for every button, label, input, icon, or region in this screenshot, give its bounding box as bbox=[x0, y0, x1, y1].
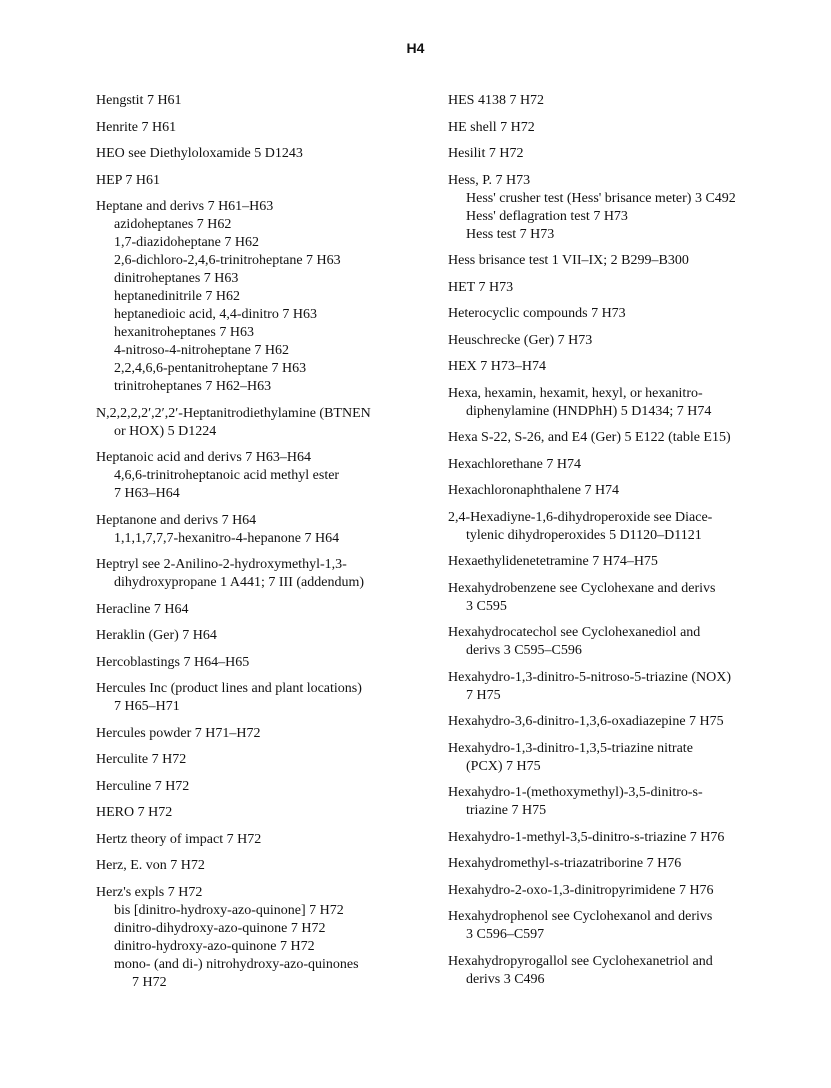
index-entry bbox=[448, 509, 818, 545]
index-entry bbox=[448, 429, 818, 447]
index-entry-line: 4-nitroso-4-nitroheptane 7 H62 bbox=[114, 343, 289, 358]
index-entry-line: derivs 3 C595–C596 bbox=[466, 643, 582, 658]
index-entry-heading: Hexahydropyrogallol see Cyclohexanetriol and bbox=[448, 953, 713, 969]
index-entry bbox=[96, 831, 426, 849]
index-entry bbox=[96, 778, 426, 796]
index-entry bbox=[96, 601, 426, 619]
index-entry-heading: Hexahydro-1,3-dinitro-5-nitroso-5-triazine (NOX) bbox=[448, 669, 732, 685]
index-entry-heading: Hexahydro-3,6-dinitro-1,3,6-oxadiazepine 7 H75 bbox=[448, 714, 724, 729]
index-entry bbox=[448, 855, 818, 873]
index-entry-heading: Herculite 7 H72 bbox=[96, 752, 187, 767]
index-entry bbox=[96, 449, 426, 503]
index-entry-line: Hess' crusher test (Hess' brisance meter) 3 C492 bbox=[466, 190, 736, 206]
index-entry bbox=[448, 145, 818, 163]
index-entry-heading: HEP 7 H61 bbox=[96, 172, 161, 188]
index-entry bbox=[448, 119, 818, 137]
index-entry-line: 7 H72 bbox=[132, 974, 167, 990]
index-entry bbox=[448, 624, 818, 660]
index-entry bbox=[96, 556, 426, 592]
index-entry-heading: HERO 7 H72 bbox=[96, 805, 173, 820]
index-entry bbox=[96, 145, 426, 163]
index-entry bbox=[448, 713, 818, 731]
index-entry bbox=[96, 92, 426, 110]
index-entry bbox=[96, 680, 426, 716]
index-entry bbox=[448, 358, 818, 376]
index-entry-heading: Heterocyclic compounds 7 H73 bbox=[448, 306, 626, 321]
index-entry-line: 7 H63–H64 bbox=[114, 486, 180, 501]
index-entry-heading: N,2,2,2,2′,2′,2′-Heptanitrodiethylamine (BTNEN bbox=[96, 405, 371, 421]
index-entry bbox=[448, 580, 818, 616]
index-entry-heading: Herz's expls 7 H72 bbox=[96, 884, 203, 900]
index-entry-heading: Hexahydro-1-(methoxymethyl)-3,5-dinitro-s- bbox=[448, 785, 703, 800]
index-entry-heading: Hess brisance test 1 VII–IX; 2 B299–B300 bbox=[448, 253, 689, 268]
index-entry-heading: Heracline 7 H64 bbox=[96, 601, 189, 617]
index-entry-line: (PCX) 7 H75 bbox=[466, 758, 541, 774]
index-entry bbox=[448, 456, 818, 474]
index-entry-heading: Heraklin (Ger) 7 H64 bbox=[96, 628, 217, 643]
index-entry bbox=[448, 829, 818, 847]
page-header: H4 bbox=[406, 40, 425, 56]
index-entry bbox=[448, 953, 818, 989]
index-entry-heading: Hertz theory of impact 7 H72 bbox=[96, 831, 262, 847]
index-entry bbox=[96, 804, 426, 822]
index-entry bbox=[448, 385, 818, 421]
index-entry-line: bis [dinitro-hydroxy-azo-quinone] 7 H72 bbox=[114, 902, 344, 918]
index-entry-line: 2,2,4,6,6-pentanitroheptane 7 H63 bbox=[114, 361, 307, 376]
index-entry bbox=[448, 305, 818, 323]
index-entry bbox=[96, 405, 426, 441]
index-entry bbox=[448, 784, 818, 820]
index-entry-heading: Hercules powder 7 H71–H72 bbox=[96, 725, 261, 741]
index-entry-heading: Heptryl see 2-Anilino-2-hydroxymethyl-1,3- bbox=[96, 557, 347, 572]
index-entry bbox=[96, 725, 426, 743]
index-entry-line: hexanitroheptanes 7 H63 bbox=[114, 325, 254, 340]
index-entry-line: dinitro-hydroxy-azo-quinone 7 H72 bbox=[114, 938, 315, 954]
index-entry-line: 3 C595 bbox=[466, 598, 507, 614]
index-entry bbox=[96, 627, 426, 645]
index-entry-heading: Hexahydrobenzene see Cyclohexane and derivs bbox=[448, 580, 716, 596]
index-entry bbox=[96, 884, 426, 992]
index-entry bbox=[96, 198, 426, 396]
index-entry-heading: Heptane and derivs 7 H61–H63 bbox=[96, 199, 274, 214]
index-entry-line: Hess' deflagration test 7 H73 bbox=[466, 208, 628, 224]
index-entry-heading: Hexachlorethane 7 H74 bbox=[448, 456, 581, 472]
index-entry-heading: 2,4-Hexadiyne-1,6-dihydroperoxide see Diace- bbox=[448, 509, 713, 525]
index-entry-line: heptanedioic acid, 4,4-dinitro 7 H63 bbox=[114, 307, 317, 322]
index-entry-heading: Heuschrecke (Ger) 7 H73 bbox=[448, 332, 593, 348]
index-entry bbox=[448, 92, 818, 110]
index-entry-line: 7 H75 bbox=[466, 687, 501, 703]
index-entry-line: tylenic dihydroperoxides 5 D1120–D1121 bbox=[466, 527, 702, 543]
index-entry-heading: HEO see Diethyloloxamide 5 D1243 bbox=[96, 146, 303, 161]
index-entry-heading: Hexaethylidenetetramine 7 H74–H75 bbox=[448, 554, 658, 569]
index-entry-line: mono- (and di-) nitrohydroxy-azo-quinones bbox=[114, 956, 359, 972]
index-column-left bbox=[96, 92, 426, 1000]
index-entry-line: 1,1,1,7,7,7-hexanitro-4-hepanone 7 H64 bbox=[114, 530, 340, 546]
index-entry bbox=[448, 252, 818, 270]
index-entry-line: heptanedinitrile 7 H62 bbox=[114, 289, 240, 304]
index-entry-heading: Hengstit 7 H61 bbox=[96, 93, 182, 108]
index-entry-heading: Hexahydrophenol see Cyclohexanol and derivs bbox=[448, 909, 713, 924]
index-entry-heading: Hess, P. 7 H73 bbox=[448, 172, 531, 188]
index-column-right bbox=[448, 92, 818, 997]
index-entry-heading: HEX 7 H73–H74 bbox=[448, 359, 546, 374]
index-entry-heading: Herculine 7 H72 bbox=[96, 778, 190, 794]
index-entry bbox=[96, 512, 426, 548]
index-entry-line: triazine 7 H75 bbox=[466, 803, 547, 818]
index-entry bbox=[96, 857, 426, 875]
index-entry-heading: Heptanoic acid and derivs 7 H63–H64 bbox=[96, 450, 311, 465]
index-entry-heading: Heptanone and derivs 7 H64 bbox=[96, 512, 257, 528]
index-entry-heading: Hexahydrocatechol see Cyclohexanediol and bbox=[448, 625, 701, 640]
index-entry-heading: Herz, E. von 7 H72 bbox=[96, 858, 205, 873]
index-entry-heading: Hexahydro-2-oxo-1,3-dinitropyrimidene 7 H76 bbox=[448, 882, 714, 898]
index-entry-heading: HET 7 H73 bbox=[448, 279, 514, 295]
index-entry-heading: Hexahydro-1-methyl-3,5-dinitro-s-triazine 7 H76 bbox=[448, 829, 725, 845]
index-entry bbox=[96, 119, 426, 137]
index-entry-heading: HE shell 7 H72 bbox=[448, 119, 535, 135]
index-entry-line: 3 C596–C597 bbox=[466, 927, 545, 942]
index-entry bbox=[448, 669, 818, 705]
index-entry bbox=[448, 882, 818, 900]
index-entry-heading: Hercoblastings 7 H64–H65 bbox=[96, 654, 250, 670]
index-entry bbox=[448, 553, 818, 571]
index-entry-line: or HOX) 5 D1224 bbox=[114, 423, 217, 439]
index-entry-line: trinitroheptanes 7 H62–H63 bbox=[114, 379, 272, 394]
index-entry bbox=[96, 172, 426, 190]
index-entry-line: dinitroheptanes 7 H63 bbox=[114, 271, 239, 286]
index-entry-line: dinitro-dihydroxy-azo-quinone 7 H72 bbox=[114, 920, 326, 936]
index-entry-line: dihydroxypropane 1 A441; 7 III (addendum) bbox=[114, 575, 364, 590]
index-entry-heading: HES 4138 7 H72 bbox=[448, 93, 545, 108]
index-entry bbox=[448, 172, 818, 244]
index-entry-heading: Hercules Inc (product lines and plant locations) bbox=[96, 681, 362, 696]
index-entry-line: 7 H65–H71 bbox=[114, 699, 180, 714]
index-entry-line: Hess test 7 H73 bbox=[466, 226, 555, 242]
index-entry bbox=[448, 908, 818, 944]
index-entry-line: 2,6-dichloro-2,4,6-trinitroheptane 7 H63 bbox=[114, 253, 341, 268]
index-entry-line: 1,7-diazidoheptane 7 H62 bbox=[114, 235, 260, 250]
index-entry-heading: Hexahydromethyl-s-triazatriborine 7 H76 bbox=[448, 856, 682, 871]
index-entry-heading: Hexachloronaphthalene 7 H74 bbox=[448, 483, 620, 498]
index-entry-heading: Hexahydro-1,3-dinitro-1,3,5-triazine nitrate bbox=[448, 740, 693, 756]
index-entry-line: diphenylamine (HNDPhH) 5 D1434; 7 H74 bbox=[466, 403, 712, 419]
index-entry-line: azidoheptanes 7 H62 bbox=[114, 217, 232, 232]
index-entry-heading: Hexa, hexamin, hexamit, hexyl, or hexanitro- bbox=[448, 385, 703, 401]
index-entry bbox=[448, 482, 818, 500]
index-entry-line: derivs 3 C496 bbox=[466, 971, 545, 987]
index-entry-heading: Hesilit 7 H72 bbox=[448, 146, 524, 161]
index-entry bbox=[96, 654, 426, 672]
index-entry bbox=[448, 332, 818, 350]
index-entry-line: 4,6,6-trinitroheptanoic acid methyl ester bbox=[114, 468, 340, 483]
index-entry bbox=[448, 740, 818, 776]
index-entry bbox=[96, 751, 426, 769]
index-entry-heading: Henrite 7 H61 bbox=[96, 119, 177, 135]
index-entry-heading: Hexa S-22, S-26, and E4 (Ger) 5 E122 (table E15) bbox=[448, 430, 731, 445]
index-entry bbox=[448, 279, 818, 297]
